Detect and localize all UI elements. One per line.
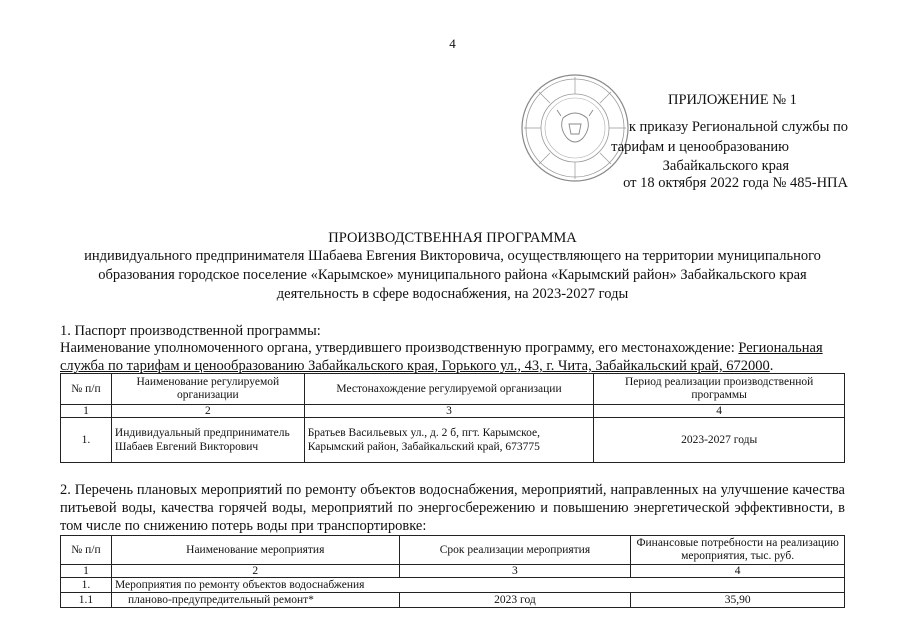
program-subtitle-line-1: индивидуального предпринимателя Шабаева Евгения Викторовича, осуществляющего на территории муниципального bbox=[84, 248, 821, 264]
section-1-body-suffix: . bbox=[769, 358, 774, 374]
table-row bbox=[61, 593, 845, 608]
table-cell: 2 bbox=[111, 405, 304, 418]
program-subtitle-line-3: деятельность в сфере водоснабжения, на 2023-2027 годы bbox=[276, 286, 629, 302]
table-cell: 3 bbox=[399, 565, 631, 578]
table-cell: 1 bbox=[61, 565, 112, 578]
table-cell: Индивидуальный предприниматель Шабаев Евгений Викторович bbox=[111, 418, 304, 463]
appendix-line-1: к приказу Региональной службы по bbox=[628, 119, 848, 135]
table-header-cell: № п/п bbox=[61, 536, 112, 565]
table-header-cell: Финансовые потребности на реализацию мероприятия, тыс. руб. bbox=[631, 536, 845, 565]
measures-table bbox=[60, 535, 845, 608]
program-title: ПРОИЗВОДСТВЕННАЯ ПРОГРАММА bbox=[328, 230, 577, 246]
table-cell: 35,90 bbox=[631, 593, 845, 608]
table-cell: 1. bbox=[61, 418, 112, 463]
section-1-heading: 1. Паспорт производственной программы: bbox=[60, 323, 321, 339]
page-number: 4 bbox=[449, 36, 456, 51]
table-header-cell: Наименование регулируемой организации bbox=[111, 374, 304, 405]
authority-name-part-1: Региональная bbox=[738, 340, 823, 356]
measures-table-header bbox=[61, 536, 845, 565]
table-cell: 2023-2027 годы bbox=[594, 418, 845, 463]
appendix-title: ПРИЛОЖЕНИЕ № 1 bbox=[668, 92, 797, 108]
table-cell: 4 bbox=[594, 405, 845, 418]
table-cell: 1 bbox=[61, 405, 112, 418]
program-subtitle-line-2: образования городское поселение «Карымское» муниципального района «Карымский район» Забайкальского края bbox=[98, 267, 807, 283]
table-header-cell: Период реализации производственной программы bbox=[594, 374, 845, 405]
table-cell: 2 bbox=[111, 565, 399, 578]
table-cell: 1. bbox=[61, 578, 112, 593]
table-cell: 2023 год bbox=[399, 593, 631, 608]
table-cell: 3 bbox=[304, 405, 594, 418]
table-header-cell: Местонахождение регулируемой организации bbox=[304, 374, 594, 405]
section-1-body-prefix: Наименование уполномоченного органа, утвердившего производственную программу, его местонахождение: bbox=[60, 340, 739, 356]
table-section-row bbox=[61, 578, 845, 593]
authority-name-part-2: служба по тарифам и ценообразованию Забайкальского края, Горького ул., 43, г. Чита, Забайкальский край, 672000 bbox=[60, 358, 770, 374]
table-cell: 4 bbox=[631, 565, 845, 578]
table-column-numbers bbox=[61, 565, 845, 578]
table-cell: планово-предупредительный ремонт* bbox=[111, 593, 399, 608]
table-cell: Мероприятия по ремонту объектов водоснабжения bbox=[111, 578, 844, 593]
table-header-cell: Срок реализации мероприятия bbox=[399, 536, 631, 565]
appendix-line-2: тарифам и ценообразованию bbox=[611, 139, 789, 155]
table-column-numbers bbox=[61, 405, 845, 418]
table-row bbox=[61, 418, 845, 463]
passport-table-header bbox=[61, 374, 845, 405]
section-1-body bbox=[60, 339, 850, 375]
table-cell: 1.1 bbox=[61, 593, 112, 608]
section-2-text: 2. Перечень плановых мероприятий по ремонту объектов водоснабжения, мероприятий, направленных на улучшение качества питьевой воды, качества горячей воды, мероприятий по энергосбережению и повышению энергетической эффективности, в том числе по снижению потерь воды при транспортировке: bbox=[60, 482, 845, 534]
passport-table bbox=[60, 373, 845, 463]
table-cell: Братьев Васильевых ул., д. 2 б, пгт. Карымское, Карымский район, Забайкальский край, 673775 bbox=[304, 418, 594, 463]
table-header-cell: Наименование мероприятия bbox=[111, 536, 399, 565]
official-seal-stamp bbox=[519, 72, 631, 184]
appendix-line-4: от 18 октября 2022 года № 485-НПА bbox=[623, 175, 848, 191]
appendix-line-3: Забайкальского края bbox=[662, 158, 789, 174]
table-header-cell: № п/п bbox=[61, 374, 112, 405]
